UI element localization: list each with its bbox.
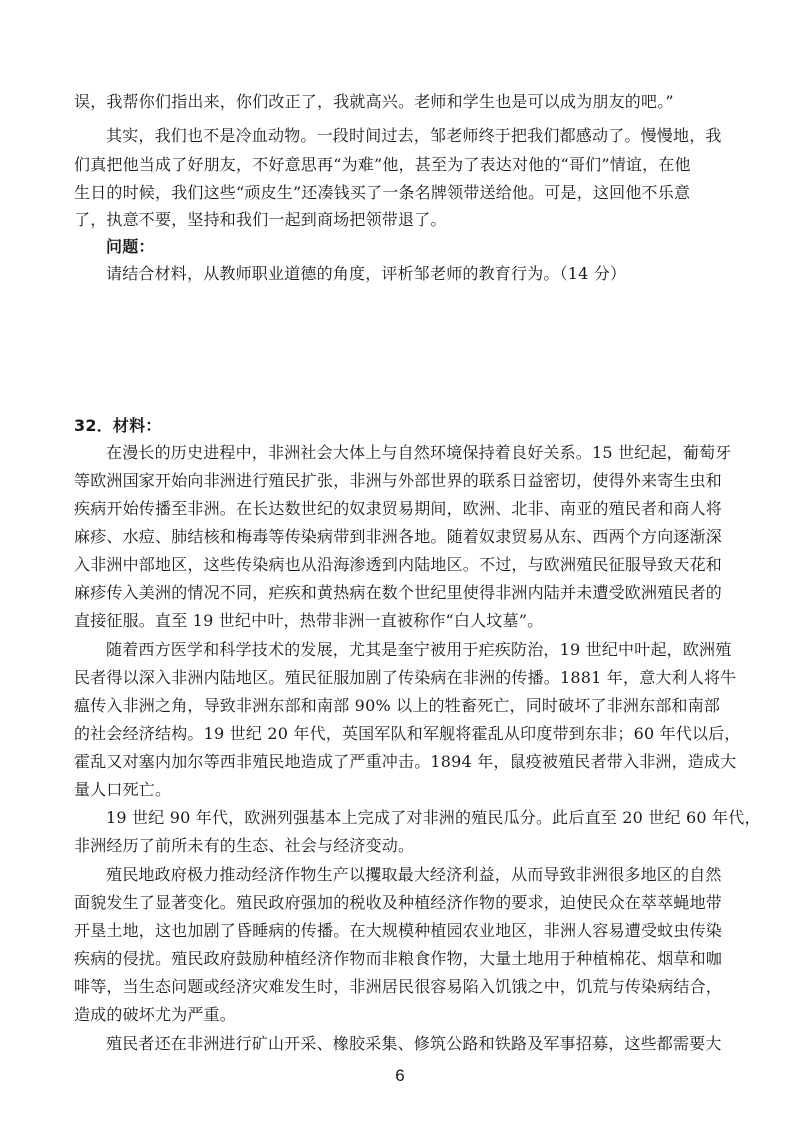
text-line: 随着西方医学和科学技术的发展，尤其是奎宁被用于疟疾防治，19 世纪中叶起，欧洲殖 <box>106 640 732 659</box>
text-line: 误，我帮你们指出来，你们改正了，我就高兴。老师和学生也是可以成为朋友的吧。” <box>74 92 674 111</box>
text-line: 等欧洲国家开始向非洲进行殖民扩张，非洲与外部世界的联系日益密切，使得外来寄生虫和 <box>74 471 723 490</box>
text-line: 开垦土地，这也加剧了昏睡病的传播。在大规模种植园农业地区，非洲人容易遭受蚊虫传染 <box>74 921 723 940</box>
text-line: 疾病开始传播至非洲。在长达数世纪的奴隶贸易期间，欧洲、北非、南亚的殖民者和商人将 <box>74 499 723 518</box>
text-line: 直接征服。直至 19 世纪中叶，热带非洲一直被称作“白人坟墓”。 <box>74 611 544 630</box>
text-line: 们真把他当成了好朋友，不好意思再“为难”他，甚至为了表达对他的“哥们”情谊，在他 <box>74 155 691 174</box>
text-line: 殖民者还在非洲进行矿山开采、橡胶采集、修筑公路和铁路及军事招募，这些都需要大 <box>106 1034 722 1053</box>
text-line: 的社会经济结构。19 世纪 20 年代，英国军队和军舰将霍乱从印度带到东非；60 年代以后， <box>74 724 741 743</box>
text-line: 殖民地政府极力推动经济作物生产以攫取最大经济利益，从而导致非洲很多地区的自然 <box>106 865 722 884</box>
text-line: 霍乱又对塞内加尔等西非殖民地造成了严重冲击。1894 年，鼠疫被殖民者带入非洲，造成大 <box>74 752 737 771</box>
text-line: 在漫长的历史进程中，非洲社会大体上与自然环境保持着良好关系。15 世纪起，葡萄牙 <box>106 443 732 462</box>
text-line: 了，执意不要，坚持和我们一起到商场把领带退了。 <box>74 210 447 229</box>
text-line: 民者得以深入非洲内陆地区。殖民征服加剧了传染病在非洲的传播。1881 年，意大利人将牛 <box>74 668 737 687</box>
material-heading: 32．材料： <box>74 416 162 435</box>
text-line: 19 世纪 90 年代，欧洲列强基本上完成了对非洲的殖民瓜分。此后直至 20 世纪 60 年代， <box>106 808 761 827</box>
text-line: 其实，我们也不是冷血动物。一段时间过去，邹老师终于把我们都感动了。慢慢地，我 <box>106 126 722 145</box>
text-line: 造成的破坏尤为严重。 <box>74 1005 237 1024</box>
question-text: 请结合材料，从教师职业道德的角度，评析邹老师的教育行为。（14 分） <box>106 264 627 283</box>
text-line: 麻疹传入美洲的情况不同，疟疾和黄热病在数个世纪里使得非洲内陆并未遭受欧洲殖民者的 <box>74 583 723 602</box>
question-label: 问题： <box>106 237 155 256</box>
text-line: 量人口死亡。 <box>74 780 172 799</box>
text-line: 麻疹、水痘、肺结核和梅毒等传染病带到非洲各地。随着奴隶贸易从东、西两个方向逐渐深 <box>74 527 723 546</box>
text-line: 瘟传入非洲之角，导致非洲东部和南部 90% 以上的牲畜死亡，同时破坏了非洲东部和南部 <box>74 696 721 715</box>
text-line: 非洲经历了前所未有的生态、社会与经济变动。 <box>74 836 415 855</box>
text-line: 啡等，当生态问题或经济灾难发生时，非洲居民很容易陷入饥饿之中，饥荒与传染病结合， <box>74 977 723 996</box>
page-number: 6 <box>395 1066 405 1085</box>
text-line: 面貌发生了显著变化。殖民政府强加的税收及种植经济作物的要求，迫使民众在萃萃蝇地带 <box>74 893 723 912</box>
text-line: 生日的时候，我们这些“顽皮生”还凑钱买了一条名牌领带送给他。可是，这回他不乐意 <box>74 183 691 202</box>
text-line: 疾病的侵扰。殖民政府鼓励种植经济作物而非粮食作物，大量土地用于种植棉花、烟草和咖 <box>74 949 723 968</box>
text-line: 入非洲中部地区，这些传染病也从沿海渗透到内陆地区。不过，与欧洲殖民征服导致天花和 <box>74 555 723 574</box>
